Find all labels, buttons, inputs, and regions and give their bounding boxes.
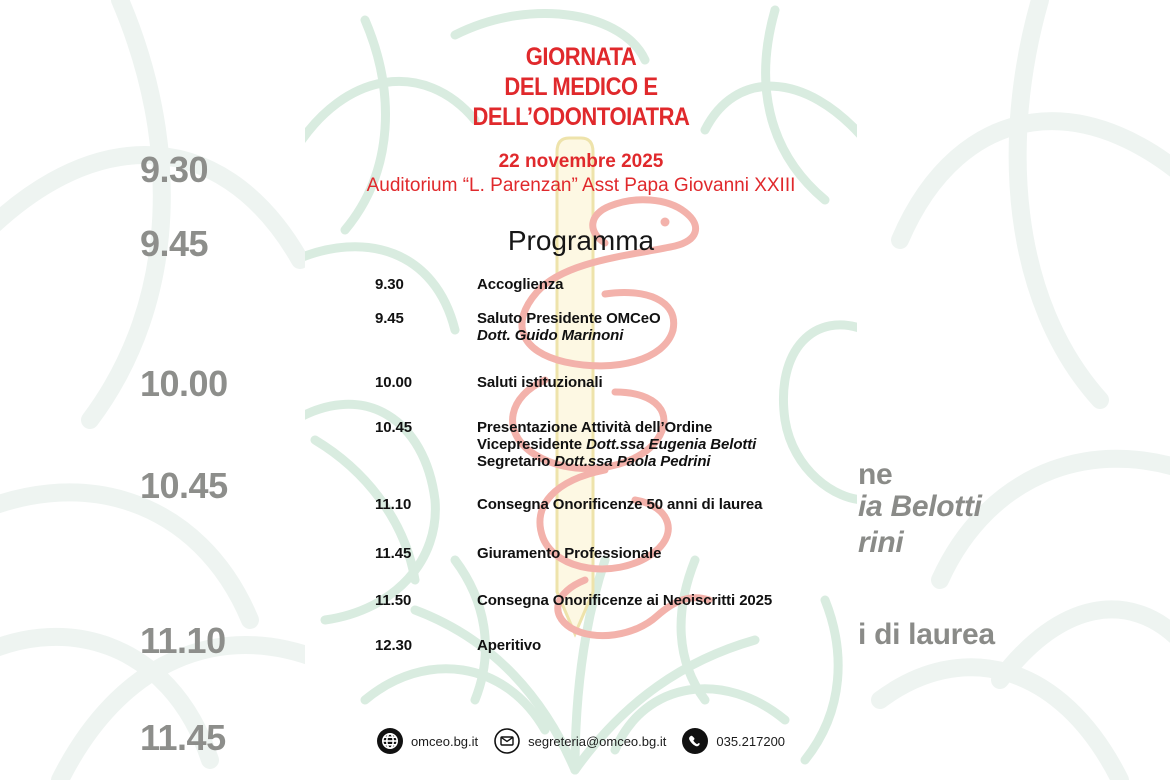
schedule-row	[375, 374, 847, 391]
schedule-description	[477, 637, 847, 654]
schedule-row	[375, 592, 847, 609]
bg-time-text: 11.10	[140, 620, 226, 661]
bg-fragment-text: rini	[858, 526, 904, 559]
website-text: omceo.bg.it	[410, 733, 479, 749]
phone-icon	[682, 728, 708, 754]
schedule-item-text: Giuramento Professionale	[477, 545, 662, 562]
schedule-time: 12.30	[375, 637, 413, 654]
schedule-time: 11.50	[375, 592, 412, 609]
schedule-description	[477, 276, 847, 293]
schedule-row	[375, 419, 847, 470]
program-heading: Programma	[507, 225, 655, 256]
schedule	[375, 276, 847, 654]
globe-icon	[377, 728, 403, 754]
schedule-item-text: Dott. Guido Marinoni	[477, 327, 624, 344]
envelope-icon	[494, 728, 520, 754]
schedule-description	[477, 419, 847, 470]
website-contact	[377, 728, 478, 754]
schedule-description	[477, 592, 847, 609]
event-venue: Auditorium “L. Parenzan” Asst Papa Giovanni XXIII	[366, 175, 796, 196]
phone-contact	[682, 728, 785, 754]
schedule-row	[375, 276, 847, 293]
schedule-row	[375, 545, 847, 562]
bg-time-text: 10.45	[140, 465, 228, 506]
event-title-line: GIORNATA	[525, 43, 637, 71]
schedule-item-text: Presentazione Attività dell’Ordine	[477, 419, 713, 436]
event-flyer	[305, 0, 857, 780]
contact-footer	[305, 728, 857, 754]
schedule-item-text: Aperitivo	[477, 637, 542, 654]
bg-time-text: 11.45	[140, 717, 226, 758]
email-text: segreteria@omceo.bg.it	[528, 733, 667, 749]
schedule-item-text: Consegna Onorificenze ai Neoiscritti 2025	[477, 592, 773, 609]
schedule-item-text: Saluto Presidente OMCeO	[477, 310, 661, 327]
bg-fragment-text: ne	[858, 458, 893, 491]
schedule-item-text: Consegna Onorificenze 50 anni di laurea	[477, 496, 763, 513]
bg-fragment-text: ia Belotti	[858, 490, 982, 523]
bg-time-text: 10.00	[140, 363, 228, 404]
schedule-time: 10.45	[375, 419, 413, 436]
event-date: 22 novembre 2025	[498, 151, 664, 172]
schedule-item-text: Saluti istituzionali	[477, 374, 603, 391]
event-title-line: DELL’ODONTOIATRA	[472, 103, 690, 131]
schedule-description	[477, 374, 847, 391]
flyer-content	[305, 0, 857, 780]
schedule-item-text: Vicepresidente Dott.ssa Eugenia Belotti	[477, 436, 757, 453]
phone-text: 035.217200	[716, 733, 786, 749]
schedule-description	[477, 545, 847, 562]
email-contact	[494, 728, 666, 754]
bg-time-text: 9.30	[140, 149, 209, 190]
schedule-time: 9.30	[375, 276, 404, 293]
schedule-time: 11.10	[375, 496, 412, 513]
bg-fragment-text: i di laurea	[858, 618, 995, 651]
schedule-row	[375, 637, 847, 654]
schedule-time: 11.45	[375, 545, 412, 562]
event-title-line: DEL MEDICO E	[504, 73, 658, 101]
schedule-item-text: Accoglienza	[477, 276, 564, 293]
bg-time-text: 9.45	[140, 223, 209, 264]
event-title	[338, 42, 824, 132]
schedule-row	[375, 496, 847, 513]
schedule-description	[477, 310, 847, 344]
schedule-description	[477, 496, 847, 513]
schedule-row	[375, 310, 847, 344]
schedule-time: 9.45	[375, 310, 404, 327]
schedule-item-text: Segretario Dott.ssa Paola Pedrini	[477, 453, 711, 470]
schedule-time: 10.00	[375, 374, 413, 391]
